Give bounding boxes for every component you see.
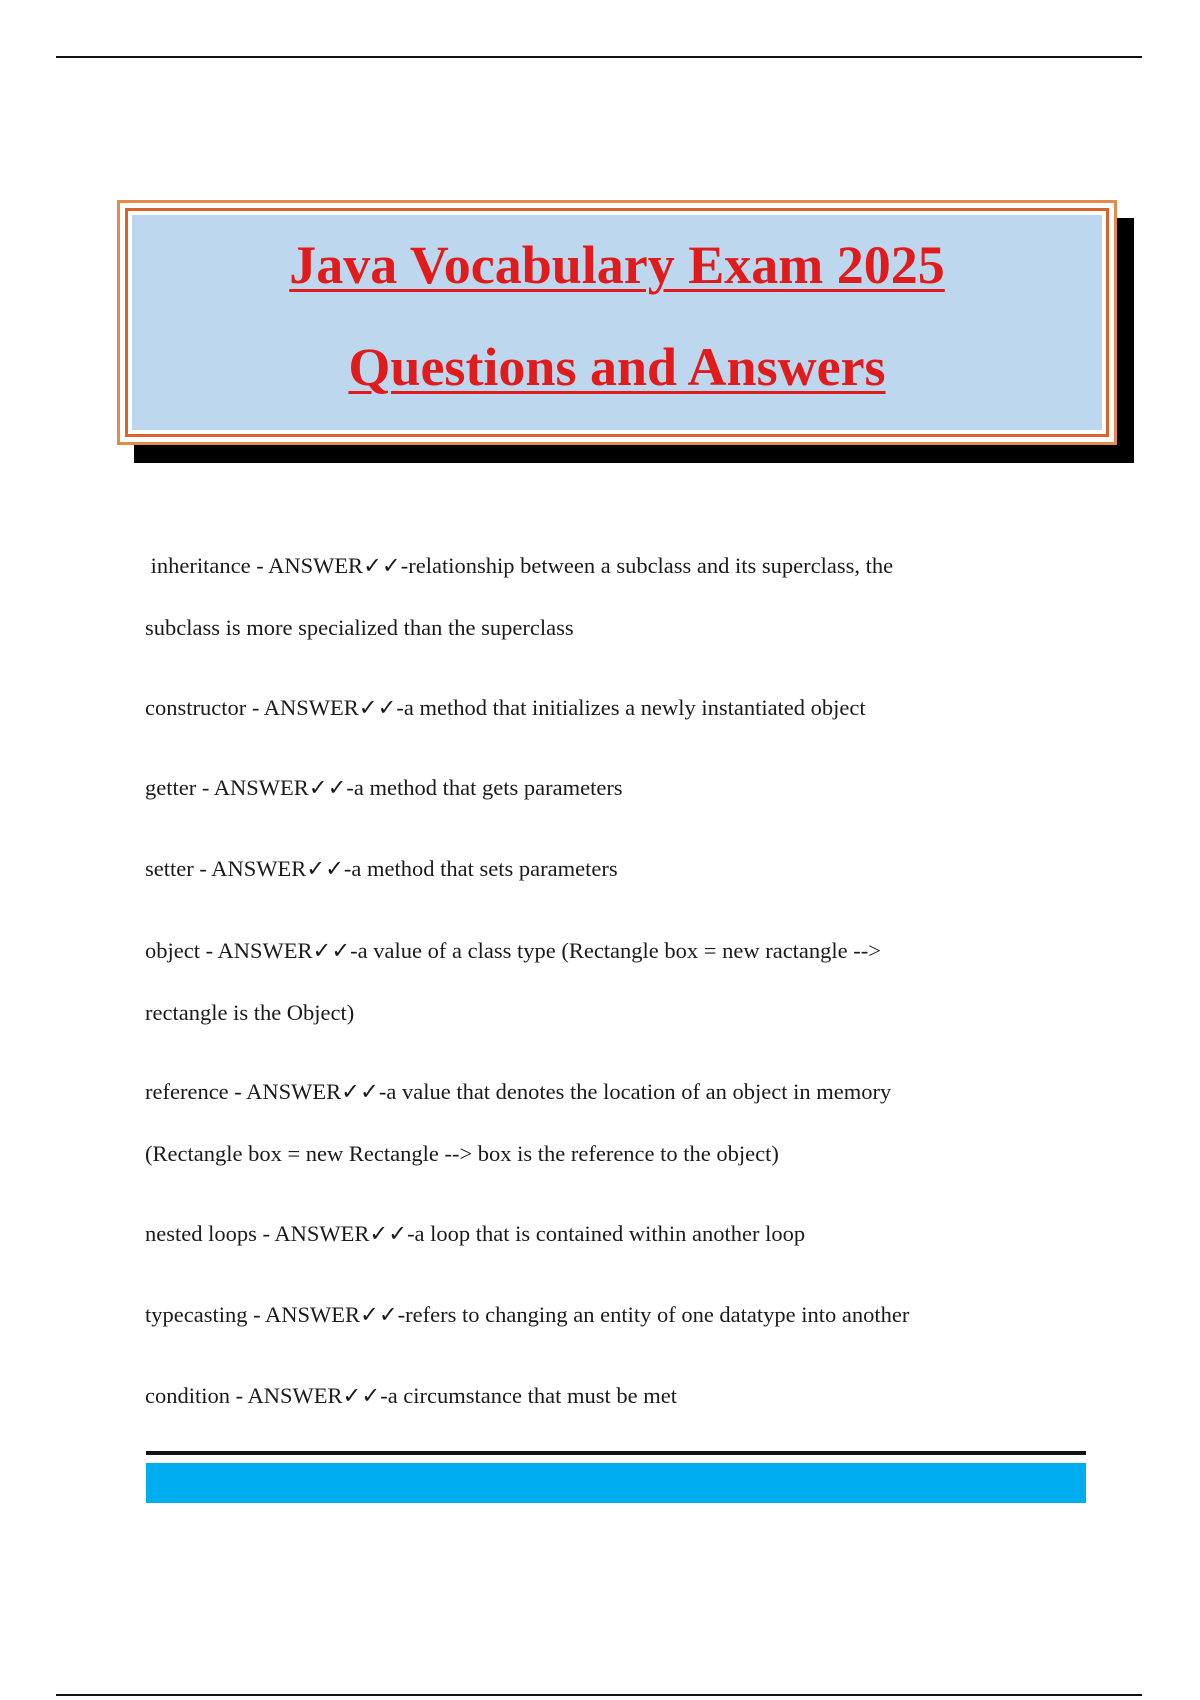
qa-entry-line: reference - ANSWER✓✓-a value that denotes the location of an object in memory bbox=[145, 1079, 892, 1104]
qa-entry-line: rectangle is the Object) bbox=[145, 1000, 355, 1025]
qa-entry-line: nested loops - ANSWER✓✓-a loop that is contained within another loop bbox=[145, 1221, 806, 1246]
qa-entry-line: getter - ANSWER✓✓-a method that gets parameters bbox=[145, 775, 623, 800]
qa-entry-object bbox=[145, 920, 1075, 1044]
qa-entry-line: object - ANSWER✓✓-a value of a class type (Rectangle box = new ractangle --> bbox=[145, 938, 881, 963]
qa-entry-line: setter - ANSWER✓✓-a method that sets parameters bbox=[145, 856, 618, 881]
qa-entry-constructor bbox=[145, 677, 1075, 739]
qa-entry-reference bbox=[145, 1061, 1075, 1185]
qa-entry-condition bbox=[145, 1365, 1075, 1427]
page-title-line-1: Java Vocabulary Exam 2025 bbox=[289, 235, 945, 295]
qa-entry-setter bbox=[145, 838, 1075, 900]
footer-band bbox=[146, 1463, 1086, 1503]
footer-rule bbox=[146, 1451, 1086, 1455]
qa-entry-inheritance bbox=[145, 535, 1075, 659]
qa-entry-line: (Rectangle box = new Rectangle --> box is the reference to the object) bbox=[145, 1141, 779, 1166]
qa-entry-line: constructor - ANSWER✓✓-a method that initializes a newly instantiated object bbox=[145, 695, 866, 720]
qa-entry-line: typecasting - ANSWER✓✓-refers to changing an entity of one datatype into another bbox=[145, 1302, 910, 1327]
title-box-fill bbox=[132, 215, 1102, 430]
qa-entry-line: subclass is more specialized than the superclass bbox=[145, 615, 574, 640]
title-box bbox=[117, 200, 1117, 445]
page-title-line-2: Questions and Answers bbox=[348, 337, 886, 397]
qa-entry-line: condition - ANSWER✓✓-a circumstance that must be met bbox=[145, 1383, 677, 1408]
title-box-inner-border bbox=[125, 208, 1109, 437]
qa-entry-getter bbox=[145, 757, 1075, 819]
qa-entry-line: inheritance - ANSWER✓✓-relationship between a subclass and its superclass, the bbox=[145, 553, 894, 578]
qa-entry-typecasting bbox=[145, 1284, 1075, 1346]
qa-entry-nested-loops bbox=[145, 1203, 1075, 1265]
page-bottom-rule bbox=[56, 1694, 1142, 1696]
header-rule bbox=[56, 56, 1142, 58]
